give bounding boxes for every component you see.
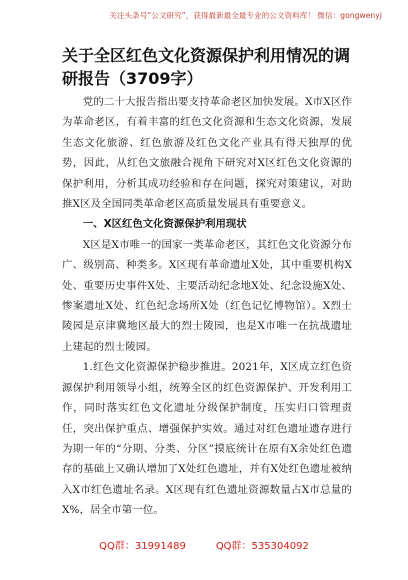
qq-group-2: QQ群：535304092 (215, 541, 309, 552)
section-heading: 一、X区红色文化资源保护利用现状 (82, 218, 247, 231)
top-banner (0, 0, 408, 38)
footer-contact (0, 537, 408, 557)
intro-paragraph: 党的二十大报告指出要支持革命老区加快发展。X市X区作为革命老区，有着丰富的红色文化资源和生态文化资源，发展生态文化旅游、红色旅游及红色文化产业具有得天独厚的优势，因此，从红色文旅融合视角下研究对X区红色文化资源的保护利用，分析其成功经验和存在问题，探究对策建议，对助推X区及全国同类革命老区高质量发展具有重要意义。 (62, 96, 352, 211)
document-page (62, 44, 352, 521)
promo-banner-text: 关注头条号“公文研究”，获得最新最全最专业的公文资料库！ 微信：gongwenyj (109, 11, 382, 20)
body-paragraph: 1.红色文化资源保护稳步推进。2021年，X区成立红色资源保护利用领导小组，统筹全区的红色资源保护、开发利用工作，同时落实红色文化遗址分级保护制度，压实归口管理责任，突出保护重点、增强保护实效。通过对红色遗址遗存进行为期一年的“分期、分类、分区”摸底统计在原有X余处红色遗存的基础上又确认增加了X处红色遗址，并有X处红色遗址被纳入X市红色遗址名录。X区现有红色遗址资源数量占X市总量的X%，居全市第一位。 (62, 361, 352, 517)
qq-group-1: QQ群：31991489 (99, 541, 186, 552)
body-paragraph: X区是X市唯一的国家一类革命老区，其红色文化资源分布广、级别高、种类多。X区现有革命遗址X处，其中重要机构X处、重要历史事件X处、主要活动纪念地X处、纪念设施X处、惨案遗址X处、红色纪念场所X处（红色记忆博物馆）。X烈士陵园是京津冀地区最大的烈士陵园，也是X市唯一在抗战遗址上建起的烈士陵园。 (62, 238, 352, 353)
document-title: 关于全区红色文化资源保护利用情况的调研报告（3709字） (62, 46, 351, 88)
